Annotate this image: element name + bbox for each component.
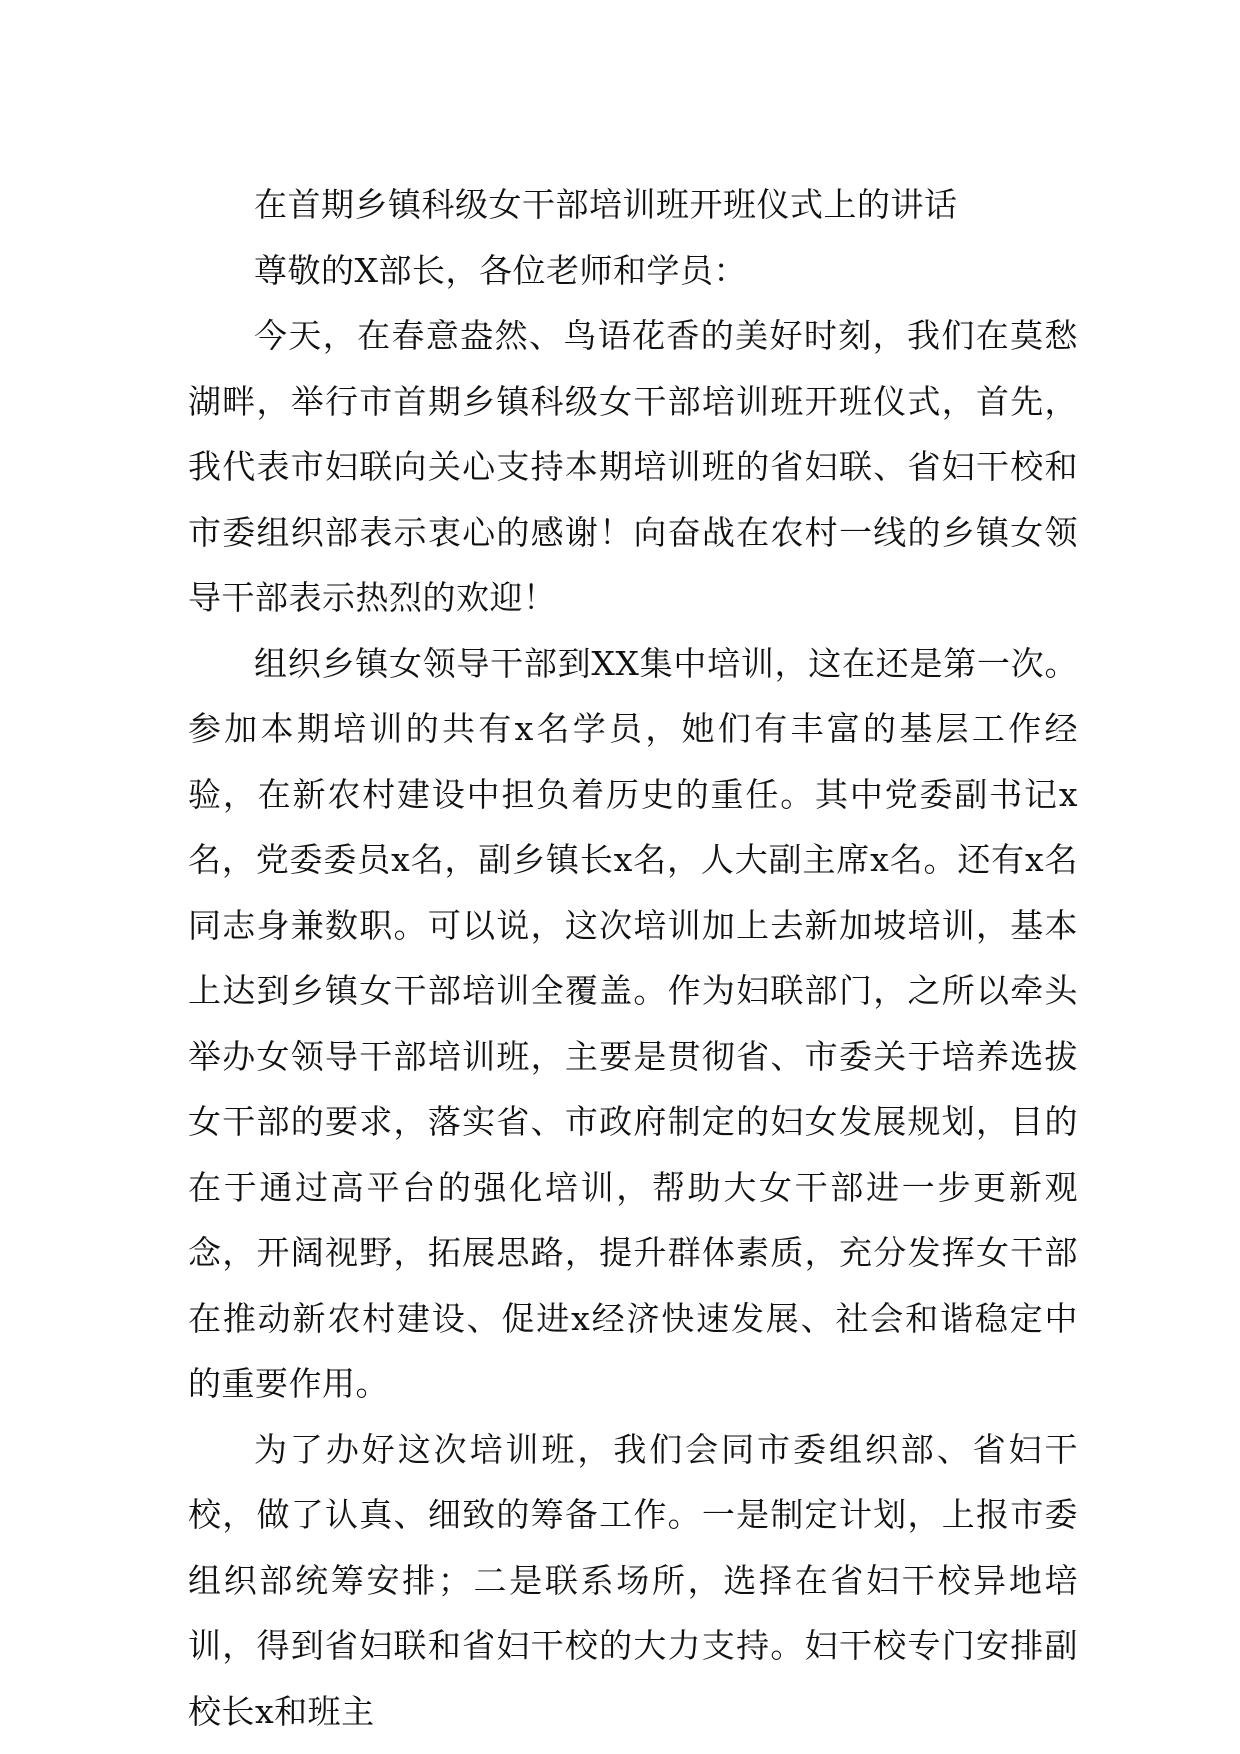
paragraph-1: 今天，在春意盎然、鸟语花香的美好时刻，我们在莫愁湖畔，举行市首期乡镇科级女干部培训班开班仪式，首先，我代表市妇联向关心支持本期培训班的省妇联、省妇干校和市委组织部表示衷心的感谢！向奋战在农村一线的乡镇女领导干部表示热烈的欢迎！	[188, 316, 1078, 617]
document-title: 在首期乡镇科级女干部培训班开班仪式上的讲话	[254, 185, 958, 224]
paragraph-2: 组织乡镇女领导干部到XX集中培训，这在还是第一次。参加本期培训的共有x名学员，她们有丰富的基层工作经验，在新农村建设中担负着历史的重任。其中党委副书记x名，党委委员x名，副乡镇长x名，人大副主席x名。还有x名同志身兼数职。可以说，这次培训加上去新加坡培训，基本上达到乡镇女干部培训全覆盖。作为妇联部门，之所以牵头举办女领导干部培训班，主要是贯彻省、市委关于培养选拔女干部的要求，落实省、市政府制定的妇女发展规划，目的在于通过高平台的强化培训，帮助大女干部进一步更新观念，开阔视野，拓展思路，提升群体素质，充分发挥女干部在推动新农村建设、促进x经济快速发展、社会和谐稳定中的重要作用。	[188, 643, 1078, 1403]
document-body	[188, 172, 1078, 1744]
salutation: 尊敬的X部长，各位老师和学员：	[254, 250, 747, 290]
paragraph-3: 为了办好这次培训班，我们会同市委组织部、省妇干校，做了认真、细致的筹备工作。一是制定计划，上报市委组织部统筹安排；二是联系场所，选择在省妇干校异地培训，得到省妇联和省妇干校的大力支持。妇干校专门安排副校长x和班主	[188, 1429, 1078, 1731]
